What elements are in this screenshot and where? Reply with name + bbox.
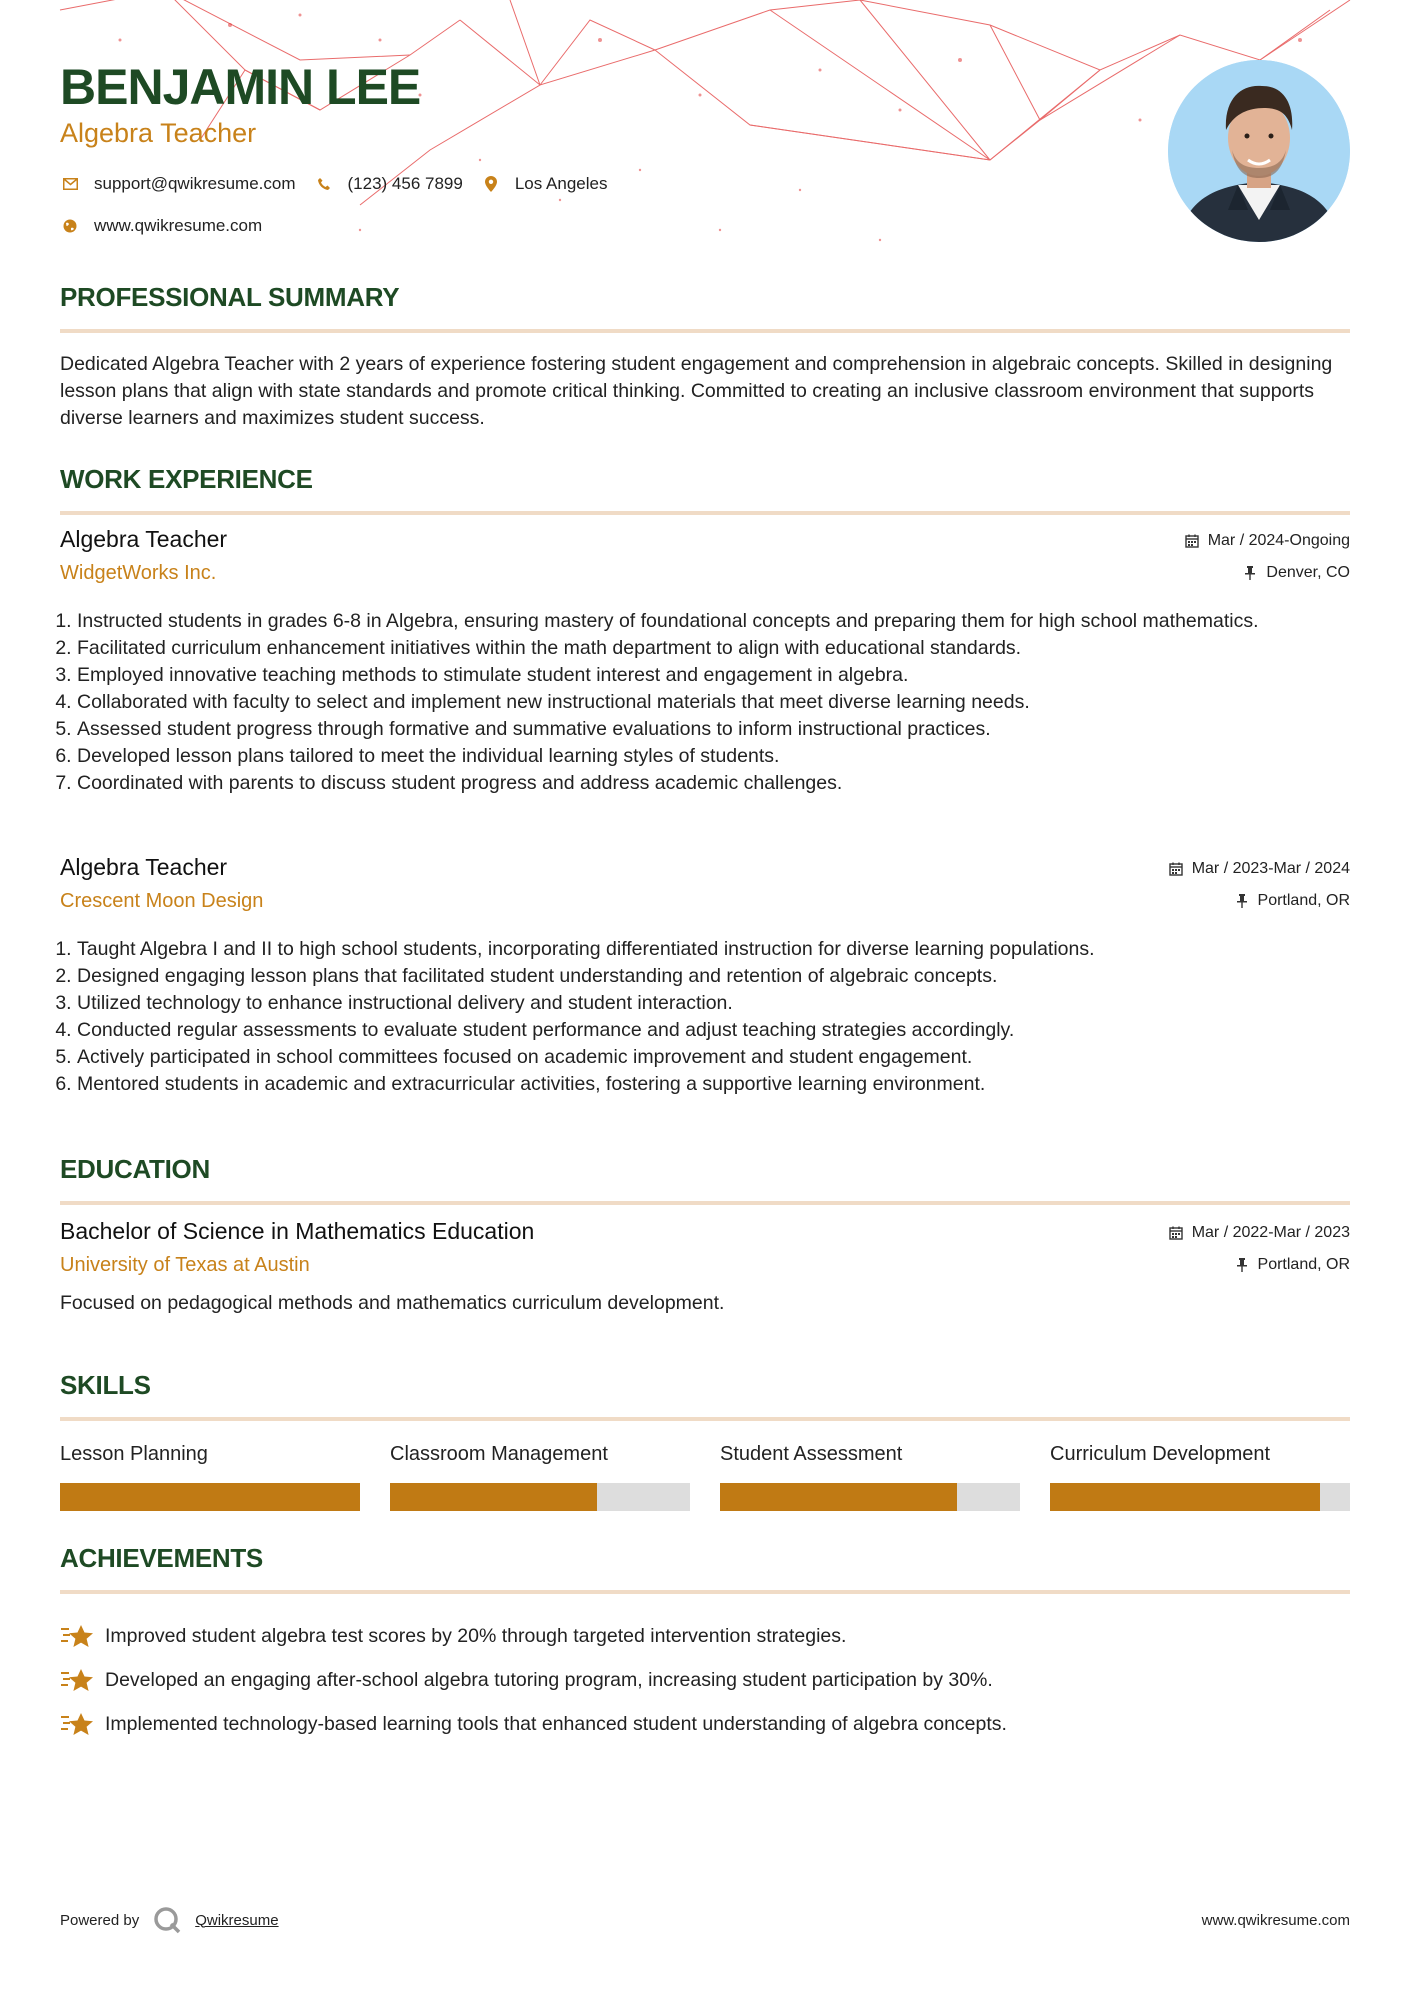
job-date-text: Mar / 2023-Mar / 2024 [1191, 860, 1350, 877]
skills-heading: SKILLS [60, 1370, 151, 1400]
education-location-text: Portland, OR [1257, 1256, 1350, 1273]
experience-section [60, 464, 1350, 515]
job-company: Crescent Moon Design [60, 890, 264, 912]
star-award-icon [60, 1667, 94, 1693]
job-bullets [60, 608, 1350, 797]
school-name: University of Texas at Austin [60, 1254, 310, 1276]
education-heading: EDUCATION [60, 1154, 210, 1184]
star-award-icon [60, 1711, 94, 1737]
footer-website-link[interactable]: www.qwikresume.com [1201, 1911, 1350, 1929]
phone-icon [314, 174, 334, 194]
candidate-name: BENJAMIN LEE [60, 59, 421, 115]
contact-location [481, 174, 608, 194]
achievements-list [60, 1614, 1350, 1746]
job-company: WidgetWorks Inc. [60, 562, 217, 584]
job-location-text: Denver, CO [1266, 564, 1350, 581]
list-item: 6. Developed lesson plans tailored to meet the individual learning styles of students. [77, 743, 1350, 770]
job-entry-2 [60, 854, 1350, 1098]
calendar-icon [1168, 1225, 1184, 1241]
skill-level-fill [720, 1483, 957, 1511]
job-location [1242, 564, 1350, 582]
job-role: Algebra Teacher [60, 854, 228, 880]
skill-level-fill [60, 1483, 360, 1511]
job-location-text: Portland, OR [1257, 892, 1350, 909]
skill-name: Lesson Planning [60, 1443, 208, 1465]
skill-level-fill [390, 1483, 597, 1511]
summary-section [60, 282, 1350, 432]
skill-level-bar [720, 1483, 1020, 1511]
education-description: Focused on pedagogical methods and mathematics curriculum development. [60, 1292, 725, 1314]
skill-name: Classroom Management [390, 1443, 608, 1465]
phone-text: (123) 456 7899 [347, 174, 463, 193]
candidate-title: Algebra Teacher [60, 118, 257, 148]
list-item: 7. Coordinated with parents to discuss student progress and address academic challenges. [77, 770, 1350, 797]
skill-item [1050, 1443, 1350, 1511]
skill-item [720, 1443, 1020, 1511]
contact-website[interactable] [60, 216, 262, 236]
list-item [60, 1614, 1350, 1658]
list-item: 1. Taught Algebra I and II to high school students, incorporating differentiated instruction for diverse learning populations. [77, 936, 1350, 963]
section-divider [60, 511, 1350, 515]
degree-name: Bachelor of Science in Mathematics Education [60, 1218, 535, 1244]
job-role: Algebra Teacher [60, 526, 228, 552]
skill-name: Curriculum Development [1050, 1443, 1271, 1465]
skill-item [60, 1443, 360, 1511]
pushpin-icon [1234, 893, 1250, 909]
list-item [60, 1702, 1350, 1746]
job-date [1168, 860, 1350, 878]
contact-email[interactable] [60, 174, 296, 194]
summary-text: Dedicated Algebra Teacher with 2 years of experience fostering student engagement and comprehension in algebraic concepts. Skilled in designing lesson plans that align with state standards and promote critical thinking. Committed to creating an inclusive classroom environment that supports diverse learners and maximizes student success. [60, 353, 1333, 429]
section-divider [60, 1590, 1350, 1594]
skills-section [60, 1370, 1350, 1511]
website-text: www.qwikresume.com [94, 216, 263, 235]
job-date [1184, 532, 1350, 550]
skill-level-bar [60, 1483, 360, 1511]
map-pin-icon [481, 174, 501, 194]
achievement-text: Implemented technology-based learning tools that enhanced student understanding of algebra concepts. [105, 1712, 1007, 1735]
contact-phone[interactable] [314, 174, 463, 194]
location-text: Los Angeles [514, 174, 608, 193]
list-item: 1. Instructed students in grades 6-8 in Algebra, ensuring mastery of foundational concepts and preparing them for high school mathematics. [77, 608, 1350, 635]
achievement-text: Developed an engaging after-school algebra tutoring program, increasing student participation by 30%. [105, 1668, 993, 1691]
job-bullets [60, 936, 1350, 1098]
star-award-icon [60, 1623, 94, 1649]
list-item: 5. Assessed student progress through formative and summative evaluations to inform instructional practices. [77, 716, 1350, 743]
list-item: 2. Designed engaging lesson plans that facilitated student understanding and retention of algebraic concepts. [77, 963, 1350, 990]
list-item: 5. Actively participated in school committees focused on academic improvement and student engagement. [77, 1044, 1350, 1071]
summary-heading: PROFESSIONAL SUMMARY [60, 282, 400, 312]
skill-level-bar [390, 1483, 690, 1511]
education-section [60, 1154, 1350, 1205]
achievements-heading: ACHIEVEMENTS [60, 1543, 263, 1573]
education-date [1168, 1224, 1350, 1242]
email-text: support@qwikresume.com [94, 174, 296, 193]
list-item: 3. Employed innovative teaching methods to stimulate student interest and engagement in algebra. [77, 662, 1350, 689]
pushpin-icon [1234, 1257, 1250, 1273]
skill-level-bar [1050, 1483, 1350, 1511]
list-item [60, 1658, 1350, 1702]
envelope-icon [60, 174, 80, 194]
job-date-text: Mar / 2024-Ongoing [1207, 532, 1350, 549]
calendar-icon [1184, 533, 1200, 549]
skill-item [390, 1443, 690, 1511]
education-location [1234, 1256, 1350, 1274]
list-item: 2. Facilitated curriculum enhancement initiatives within the math department to align with educational standards. [77, 635, 1350, 662]
contact-info [60, 172, 625, 256]
list-item: 3. Utilized technology to enhance instructional delivery and student interaction. [77, 990, 1350, 1017]
skills-list [60, 1443, 1350, 1511]
section-divider [60, 1201, 1350, 1205]
calendar-icon [1168, 861, 1184, 877]
list-item: 4. Conducted regular assessments to evaluate student performance and adjust teaching strategies accordingly. [77, 1017, 1350, 1044]
education-date-text: Mar / 2022-Mar / 2023 [1191, 1224, 1350, 1241]
skill-name: Student Assessment [720, 1443, 903, 1465]
profile-photo [1168, 60, 1350, 242]
achievement-text: Improved student algebra test scores by 20% through targeted intervention strategies. [105, 1624, 847, 1647]
qwikresume-logo-icon [153, 1906, 181, 1934]
section-divider [60, 1417, 1350, 1421]
job-location [1234, 892, 1350, 910]
list-item: 6. Mentored students in academic and extracurricular activities, fostering a supportive learning environment. [77, 1071, 1350, 1098]
footer [60, 1900, 1350, 1940]
skill-level-fill [1050, 1483, 1320, 1511]
achievements-section [60, 1543, 1350, 1746]
globe-icon [60, 216, 80, 236]
section-divider [60, 329, 1350, 333]
education-entry [60, 1218, 1350, 1317]
list-item: 4. Collaborated with faculty to select and implement new instructional materials that meet diverse learning needs. [77, 689, 1350, 716]
qwikresume-link[interactable]: Qwikresume [195, 1911, 279, 1929]
experience-heading: WORK EXPERIENCE [60, 464, 313, 494]
pushpin-icon [1242, 565, 1258, 581]
powered-by-label: Powered by [60, 1911, 140, 1929]
job-entry-1 [60, 526, 1350, 797]
